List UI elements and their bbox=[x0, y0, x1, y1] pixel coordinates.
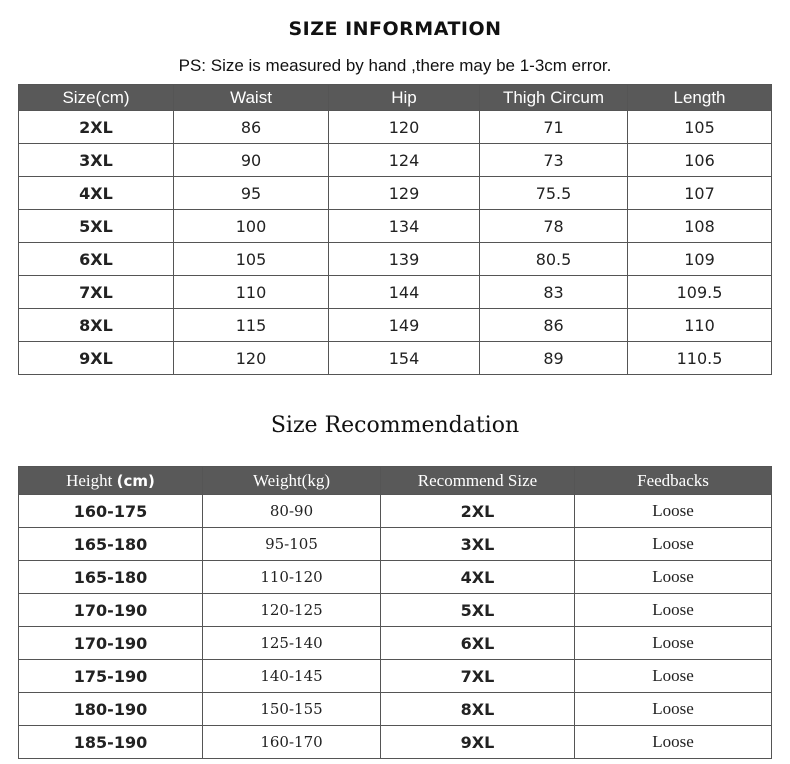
cell-feedback: Loose bbox=[575, 693, 772, 726]
cell-size: 8XL bbox=[19, 309, 174, 342]
cell-weight: 110-120 bbox=[203, 561, 381, 594]
cell-waist: 86 bbox=[174, 111, 329, 144]
cell-thigh: 73 bbox=[480, 144, 628, 177]
header-size: Size(cm) bbox=[19, 85, 174, 111]
cell-size: 2XL bbox=[19, 111, 174, 144]
header-height bbox=[19, 467, 203, 495]
table-row bbox=[19, 210, 772, 243]
table-header-row bbox=[19, 467, 772, 495]
cell-waist: 105 bbox=[174, 243, 329, 276]
cell-recommend-size: 4XL bbox=[381, 561, 575, 594]
header-feedbacks: Feedbacks bbox=[575, 467, 772, 495]
table-row bbox=[19, 495, 772, 528]
cell-feedback: Loose bbox=[575, 495, 772, 528]
cell-thigh: 83 bbox=[480, 276, 628, 309]
cell-weight: 80-90 bbox=[203, 495, 381, 528]
cell-thigh: 75.5 bbox=[480, 177, 628, 210]
header-length: Length bbox=[628, 85, 772, 111]
cell-waist: 95 bbox=[174, 177, 329, 210]
cell-recommend-size: 3XL bbox=[381, 528, 575, 561]
cell-weight: 95-105 bbox=[203, 528, 381, 561]
cell-feedback: Loose bbox=[575, 627, 772, 660]
table-row bbox=[19, 276, 772, 309]
cell-size: 6XL bbox=[19, 243, 174, 276]
header-thigh: Thigh Circum bbox=[480, 85, 628, 111]
cell-recommend-size: 7XL bbox=[381, 660, 575, 693]
table-row bbox=[19, 627, 772, 660]
cell-size: 4XL bbox=[19, 177, 174, 210]
table-row bbox=[19, 693, 772, 726]
cell-hip: 129 bbox=[329, 177, 480, 210]
cell-recommend-size: 2XL bbox=[381, 495, 575, 528]
header-height-label: Height bbox=[66, 470, 113, 490]
cell-size: 5XL bbox=[19, 210, 174, 243]
cell-length: 110 bbox=[628, 309, 772, 342]
cell-height: 165-180 bbox=[19, 561, 203, 594]
cell-recommend-size: 9XL bbox=[381, 726, 575, 759]
cell-weight: 160-170 bbox=[203, 726, 381, 759]
cell-waist: 90 bbox=[174, 144, 329, 177]
cell-height: 185-190 bbox=[19, 726, 203, 759]
cell-hip: 149 bbox=[329, 309, 480, 342]
cell-weight: 120-125 bbox=[203, 594, 381, 627]
header-recommend-size: Recommend Size bbox=[381, 467, 575, 495]
cell-recommend-size: 5XL bbox=[381, 594, 575, 627]
cell-height: 165-180 bbox=[19, 528, 203, 561]
cell-weight: 150-155 bbox=[203, 693, 381, 726]
cell-waist: 120 bbox=[174, 342, 329, 375]
cell-feedback: Loose bbox=[575, 726, 772, 759]
cell-height: 160-175 bbox=[19, 495, 203, 528]
cell-thigh: 89 bbox=[480, 342, 628, 375]
cell-length: 108 bbox=[628, 210, 772, 243]
cell-length: 110.5 bbox=[628, 342, 772, 375]
size-recommendation-table bbox=[18, 466, 772, 759]
cell-weight: 125-140 bbox=[203, 627, 381, 660]
header-weight: Weight(kg) bbox=[203, 467, 381, 495]
table-row bbox=[19, 111, 772, 144]
cell-length: 107 bbox=[628, 177, 772, 210]
cell-hip: 124 bbox=[329, 144, 480, 177]
cell-length: 109 bbox=[628, 243, 772, 276]
cell-height: 175-190 bbox=[19, 660, 203, 693]
cell-thigh: 80.5 bbox=[480, 243, 628, 276]
table-row bbox=[19, 243, 772, 276]
cell-hip: 120 bbox=[329, 111, 480, 144]
cell-height: 180-190 bbox=[19, 693, 203, 726]
cell-feedback: Loose bbox=[575, 594, 772, 627]
cell-recommend-size: 8XL bbox=[381, 693, 575, 726]
cell-length: 109.5 bbox=[628, 276, 772, 309]
cell-size: 7XL bbox=[19, 276, 174, 309]
page-title: SIZE INFORMATION bbox=[288, 18, 502, 40]
cell-recommend-size: 6XL bbox=[381, 627, 575, 660]
cell-size: 3XL bbox=[19, 144, 174, 177]
header-height-unit: (cm) bbox=[116, 471, 155, 490]
size-information-table bbox=[18, 84, 772, 375]
table-row bbox=[19, 342, 772, 375]
table-row bbox=[19, 309, 772, 342]
table-row bbox=[19, 660, 772, 693]
table-header-row bbox=[19, 85, 772, 111]
cell-hip: 144 bbox=[329, 276, 480, 309]
table-row bbox=[19, 726, 772, 759]
cell-hip: 134 bbox=[329, 210, 480, 243]
table-row bbox=[19, 177, 772, 210]
table-row bbox=[19, 594, 772, 627]
table-row bbox=[19, 144, 772, 177]
cell-size: 9XL bbox=[19, 342, 174, 375]
table-row bbox=[19, 561, 772, 594]
cell-height: 170-190 bbox=[19, 594, 203, 627]
cell-weight: 140-145 bbox=[203, 660, 381, 693]
header-hip: Hip bbox=[329, 85, 480, 111]
cell-thigh: 71 bbox=[480, 111, 628, 144]
cell-feedback: Loose bbox=[575, 660, 772, 693]
cell-feedback: Loose bbox=[575, 528, 772, 561]
cell-hip: 139 bbox=[329, 243, 480, 276]
cell-waist: 115 bbox=[174, 309, 329, 342]
table-row bbox=[19, 528, 772, 561]
cell-thigh: 86 bbox=[480, 309, 628, 342]
recommendation-title: Size Recommendation bbox=[270, 413, 520, 438]
cell-waist: 110 bbox=[174, 276, 329, 309]
cell-waist: 100 bbox=[174, 210, 329, 243]
measurement-note: PS: Size is measured by hand ,there may be 1-3cm error. bbox=[178, 56, 612, 75]
cell-length: 106 bbox=[628, 144, 772, 177]
cell-hip: 154 bbox=[329, 342, 480, 375]
cell-height: 170-190 bbox=[19, 627, 203, 660]
cell-feedback: Loose bbox=[575, 561, 772, 594]
cell-length: 105 bbox=[628, 111, 772, 144]
cell-thigh: 78 bbox=[480, 210, 628, 243]
header-waist: Waist bbox=[174, 85, 329, 111]
